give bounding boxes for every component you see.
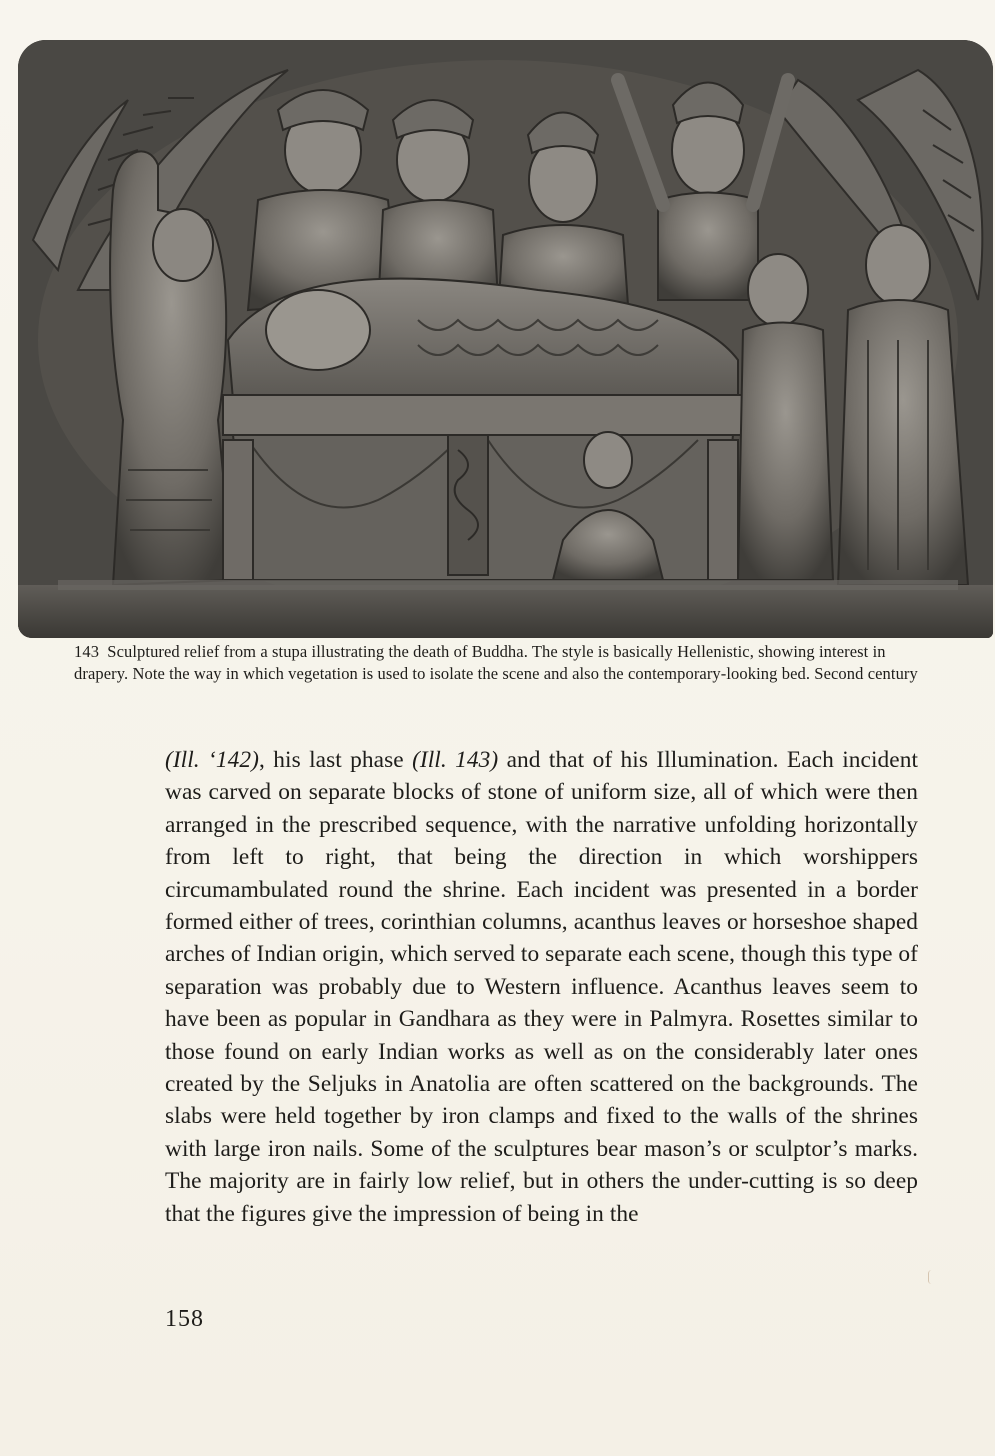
caption-text: Sculptured relief from a stupa illustrating the death of Buddha. The style is basically Hellenistic, showing interest in drapery. Note the way in which vegetation is used to isolate the scene and also the contemporary-looking bed. Second century: [74, 642, 918, 683]
page-number: 158: [165, 1306, 204, 1332]
body-text-segment: , his last phase: [258, 747, 413, 773]
margin-mark: [928, 1270, 935, 1284]
caption-number: 143: [74, 642, 100, 661]
bed: [223, 395, 743, 580]
illustration-reference: (Ill. 143): [412, 747, 499, 773]
stupa-relief-photo: [18, 40, 993, 638]
relief-illustration: [18, 40, 993, 638]
body-paragraph: [165, 744, 918, 1230]
illustration-reference: (Ill. ‘142): [165, 747, 259, 773]
body-text-segment: and that of his Illumination. Each incident was carved on separate blocks of stone of uniform size, all of which were then arranged in the prescribed sequence, with the narrative unfolding horizontally from left to right, that being the direction in which worshippers circumambulated round the shrine. Each incident was presented in a border formed either of trees, corinthian columns, acanthus leaves or horseshoe shaped arches of Indian origin, which served to separate each scene, though this type of separation was probably due to Western influence. Acanthus leaves seem to have been as popular in Gandhara as they were in Palmyra. Rosettes similar to those found on early Indian works as well as on the considerably later ones created by the Seljuks in Anatolia are often scattered on the backgrounds. The slabs were held together by iron clamps and fixed to the walls of the shrines with large iron nails. Some of the sculptures bear mason’s or sculptor’s marks. The majority are in fairly low relief, but in others the under-cutting is so deep that the figures give the impression of being in the: [165, 747, 918, 1227]
figure-caption: [74, 641, 934, 685]
